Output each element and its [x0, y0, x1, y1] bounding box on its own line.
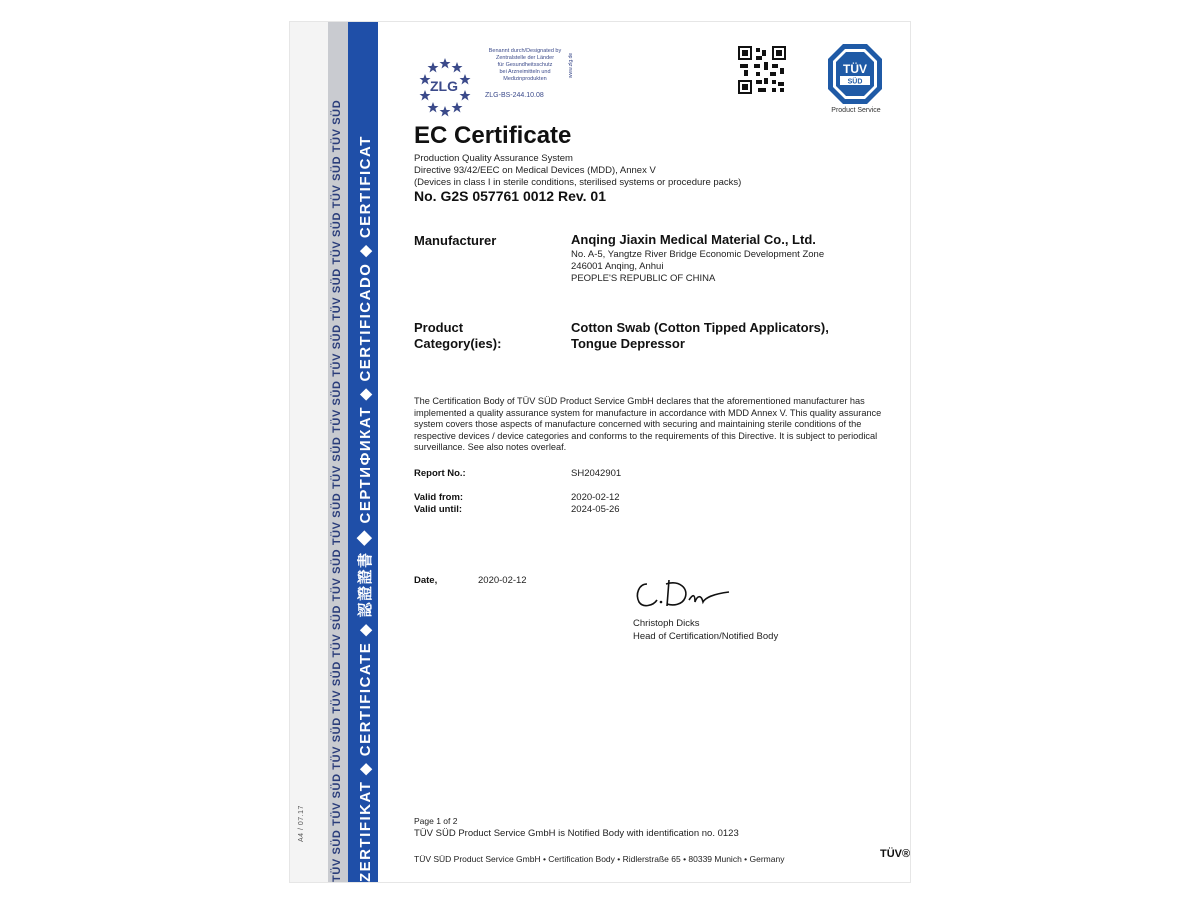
footer-tuv-logo: TÜV® — [880, 848, 911, 860]
manufacturer-address-line: No. A-5, Yangtze River Bridge Economic Development Zone — [571, 249, 825, 260]
product-line: Cotton Swab (Cotton Tipped Applicators), — [571, 320, 829, 335]
notified-body-line: TÜV SÜD Product Service GmbH is Notified Body with identification no. 0123 — [414, 828, 739, 839]
manufacturer-address-line: PEOPLE'S REPUBLIC OF CHINA — [571, 273, 716, 284]
tuv-sud-security-band — [328, 22, 348, 882]
valid-until-label: Valid until: — [414, 504, 463, 515]
device-class-line: (Devices in class I in sterile conditions, sterilised systems or procedure packs) — [414, 177, 742, 188]
product-line: Tongue Depressor — [571, 336, 685, 351]
certificate-number: No. G2S 057761 0012 Rev. 01 — [414, 188, 606, 204]
signer-role: Head of Certification/Notified Body — [633, 631, 779, 642]
date-label: Date, — [414, 575, 438, 586]
footer-address: TÜV SÜD Product Service GmbH • Certification Body • Ridlerstraße 65 • 80339 Munich • Germany — [414, 854, 785, 864]
report-number-value: SH2042901 — [571, 468, 622, 479]
form-code: A4 / 07.17 — [298, 805, 305, 842]
tuv-sud-logo-icon — [826, 42, 884, 106]
page-margin — [290, 22, 328, 882]
page-number: Page 1 of 2 — [414, 816, 458, 826]
signer-name: Christoph Dicks — [633, 618, 700, 629]
zlg-url: www.zlg.de — [567, 52, 574, 79]
manufacturer-label: Manufacturer — [414, 233, 497, 248]
certificate-page — [290, 22, 910, 882]
valid-from-value: 2020-02-12 — [571, 492, 620, 503]
certificate-multilingual-band — [348, 22, 378, 882]
tuv-logo-text: TÜV — [843, 62, 867, 76]
tuv-logo-sub: SÜD — [847, 78, 863, 86]
certification-statement: The Certification Body of TÜV SÜD Product Service GmbH declares that the aforementioned manufacturer has implemented a quality assurance system for manufacture in accordance with MDD Annex V. This quality assurance system covers those aspects of manufacture concerned with securing and maintaining sterile conditions of the respective devices / device categories and conforms to the requirements of this Directive. It is subject to periodical surveillance. See also notes overleaf. — [414, 396, 882, 452]
zlg-designation: Benannt durch/Designated by Zentralstelle der Länder für Gesundheitsschutz bei Arzneimitteln und Medizinprodukten www.zlg.de — [488, 48, 574, 82]
valid-from-label: Valid from: — [414, 492, 464, 503]
quality-system-line: Production Quality Assurance System — [414, 153, 573, 164]
product-service-caption: Product Service — [831, 107, 881, 114]
qr-code-icon — [738, 46, 786, 94]
category-label: Category(ies): — [414, 336, 502, 351]
manufacturer-name: Anqing Jiaxin Medical Material Co., Ltd. — [571, 232, 816, 247]
signature-icon — [633, 572, 743, 616]
zlg-code: ZLG-BS-244.10.08 — [485, 92, 544, 99]
manufacturer-address-line: 246001 Anqing, Anhui — [571, 261, 664, 272]
report-number-label: Report No.: — [414, 468, 466, 479]
certificate-title: EC Certificate — [414, 122, 572, 149]
directive-line: Directive 93/42/EEC on Medical Devices (MDD), Annex V — [414, 165, 656, 176]
valid-until-value: 2024-05-26 — [571, 504, 620, 515]
tuv-sud-band-text: TÜV SÜD TÜV SÜD TÜV SÜD TÜV SÜD TÜV SÜD TÜV SÜD TÜV SÜD TÜV SÜD TÜV SÜD TÜV SÜD TÜV SÜD TÜV SÜD TÜV SÜD TÜV SÜD — [331, 99, 343, 882]
zlg-logo-text: ZLG — [430, 78, 458, 94]
product-label: Product — [414, 320, 464, 335]
date-value: 2020-02-12 — [478, 575, 527, 586]
certificate-band-text: ZERTIFIKAT ◆ CERTIFICATE ◆ 認證證書 ◆ СЕРТИФИКАТ ◆ CERTIFICADO ◆ CERTIFICAT — [357, 135, 374, 882]
